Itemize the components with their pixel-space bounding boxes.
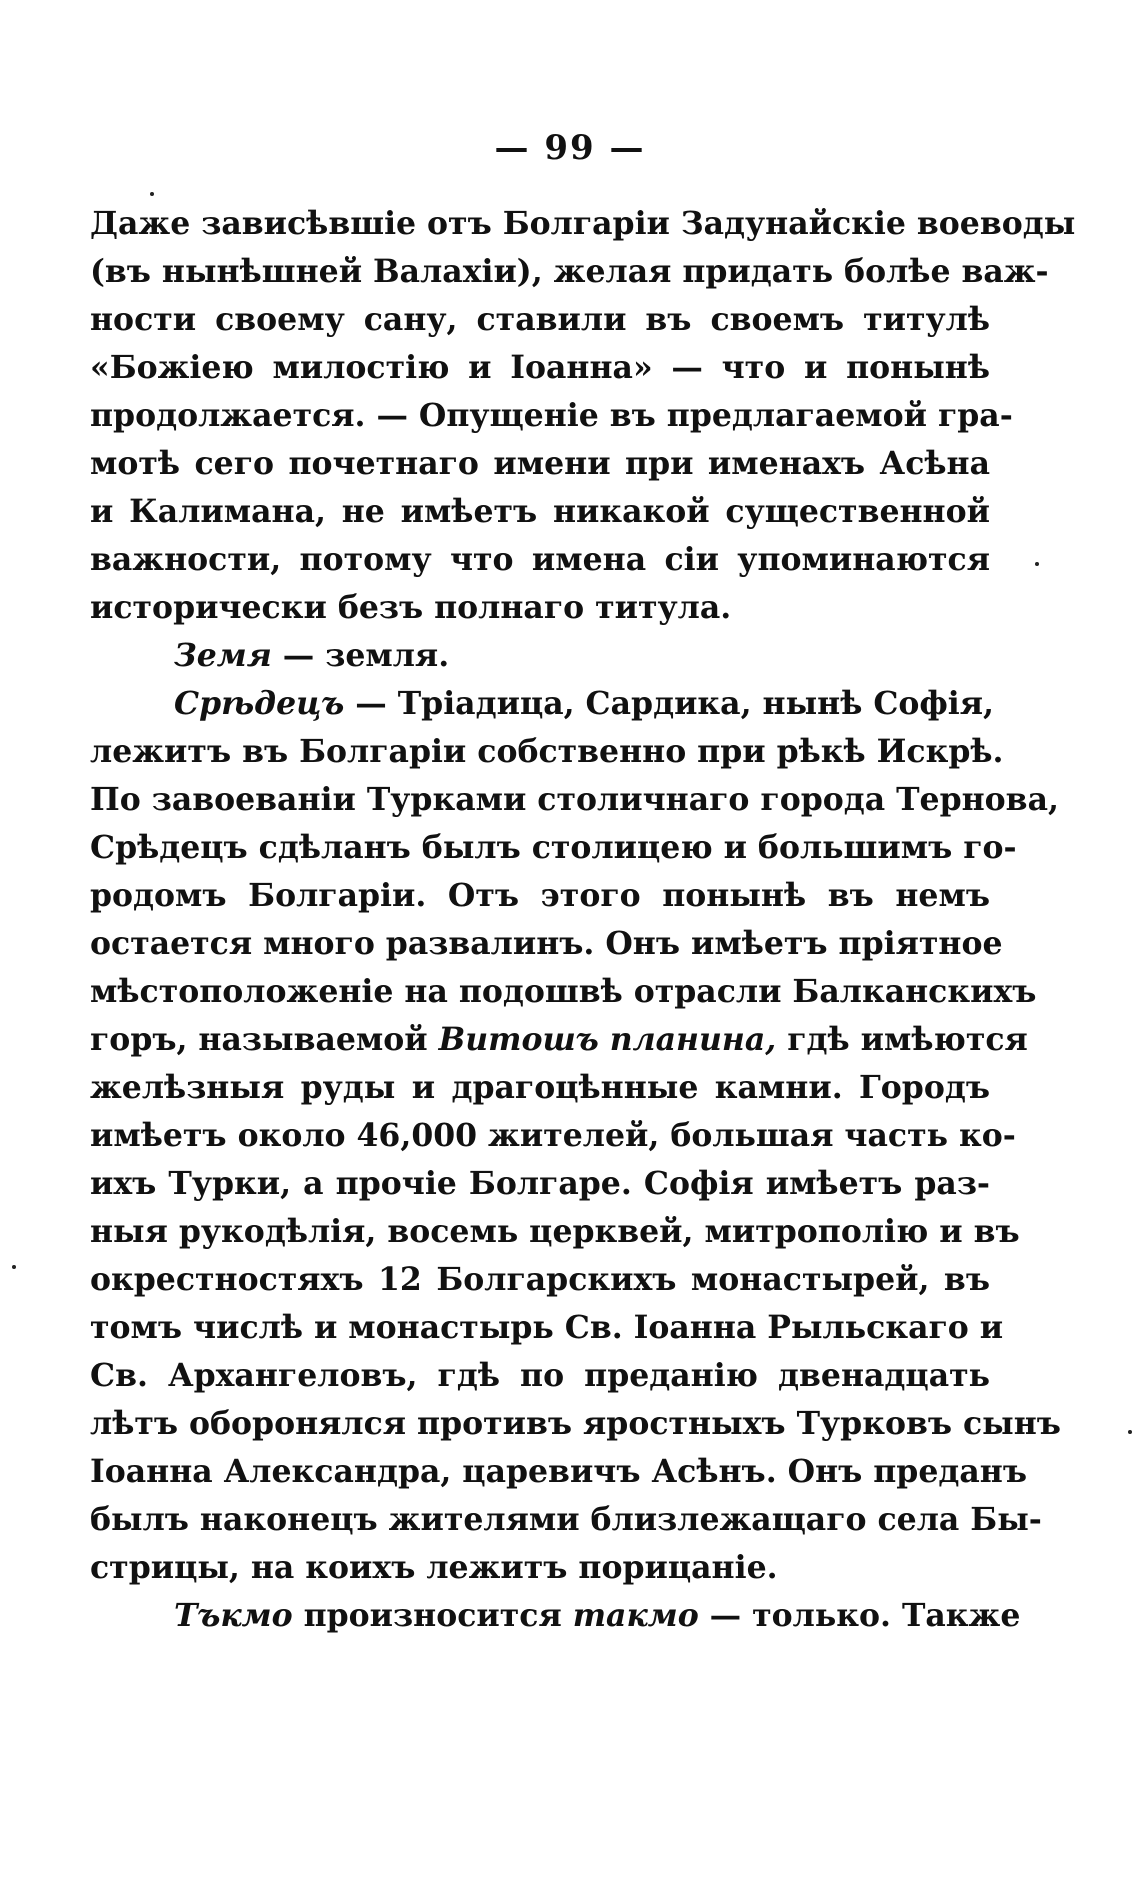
text-line [90, 728, 1004, 776]
text-run: (въ нынѣшней Валахіи), желая придать болѣе важ- [90, 253, 1049, 290]
paragraph-4 [90, 1592, 1021, 1640]
scan-speck [12, 1265, 16, 1269]
scan-speck [1128, 1430, 1132, 1434]
text-line [90, 776, 1059, 824]
text-run: остается много развалинъ. Онъ имѣетъ пріятное [90, 925, 1003, 962]
text-run: мѣстоположеніе на подошвѣ отрасли Балканскихъ [90, 973, 1037, 1010]
text-run: стрицы, на коихъ лежитъ порицаніе. [90, 1549, 778, 1586]
text-line [90, 1592, 1021, 1640]
text-run: Св. Архангеловъ, гдѣ по преданію двенадцать [90, 1357, 990, 1394]
text-line [90, 680, 995, 728]
text-run: Срѣдецъ сдѣланъ былъ столицею и большимъ го- [90, 829, 1017, 866]
text-line [90, 296, 990, 344]
text-run: томъ числѣ и монастырь Св. Іоанна Рыльскаго и [90, 1309, 1004, 1346]
text-run: лѣтъ оборонялся противъ яростныхъ Турковъ сынъ [90, 1405, 1061, 1442]
text-line [90, 1304, 1004, 1352]
text-run: — земля. [271, 637, 450, 674]
text-run: мотѣ сего почетнаго имени при именахъ Асѣна [90, 445, 990, 482]
text-run: «Божіею милостію и Іоанна» — что и понынѣ [90, 349, 990, 386]
text-line [90, 248, 1049, 296]
italic-term: Витошъ планина, [438, 1021, 777, 1058]
scan-speck [1035, 562, 1039, 566]
text-line [90, 1112, 1016, 1160]
text-line [90, 344, 990, 392]
italic-term: Земя [174, 637, 272, 674]
italic-term: Тъкмо [174, 1597, 293, 1634]
text-line [90, 1544, 990, 1592]
text-run: произносится [292, 1597, 573, 1634]
text-line [90, 488, 990, 536]
text-run: продолжается. — Опущеніе въ предлагаемой гра- [90, 397, 1013, 434]
text-line [90, 872, 990, 920]
text-run: Іоанна Александра, царевичъ Асѣнъ. Онъ преданъ [90, 1453, 1028, 1490]
text-line [90, 1352, 990, 1400]
text-run: имѣетъ около 46,000 жителей, большая часть ко- [90, 1117, 1016, 1154]
text-line [90, 920, 1003, 968]
text-run: лежитъ въ Болгаріи собственно при рѣкѣ Искрѣ. [90, 733, 1004, 770]
text-run: былъ наконецъ жителями близлежащаго села Бы- [90, 1501, 1042, 1538]
text-line [90, 1256, 990, 1304]
text-line [90, 1208, 1020, 1256]
text-line [90, 632, 990, 680]
text-run: и Калимана, не имѣетъ никакой существенной [90, 493, 990, 530]
text-run: желѣзныя руды и драгоцѣнные камни. Городъ [90, 1069, 990, 1106]
text-line [90, 1016, 1028, 1064]
text-run: важности, потому что имена сіи упоминаются [90, 541, 990, 578]
text-run: — Тріадица, Сардика, нынѣ Софія, [344, 685, 995, 722]
italic-term: Срѣдецъ [174, 685, 345, 722]
text-run: исторически безъ полнаго титула. [90, 589, 732, 626]
text-line [90, 200, 1076, 248]
text-line [90, 824, 1017, 872]
text-run: окрестностяхъ 12 Болгарскихъ монастырей, въ [90, 1261, 990, 1298]
text-run: родомъ Болгаріи. Отъ этого понынѣ въ немъ [90, 877, 990, 914]
text-run: ности своему сану, ставили въ своемъ титулѣ [90, 301, 990, 338]
text-line [90, 1064, 990, 1112]
text-run: горъ, называемой [90, 1021, 439, 1058]
text-line [90, 1400, 1061, 1448]
paragraph-2 [90, 632, 990, 680]
text-run: ихъ Турки, а прочіе Болгаре. Софія имѣетъ раз- [90, 1165, 990, 1202]
text-line [90, 440, 990, 488]
text-run: По завоеваніи Турками столичнаго города Тернова, [90, 781, 1059, 818]
paragraph-3 [90, 680, 1061, 1592]
text-run: Даже зависѣвшіе отъ Болгаріи Задунайскіе воеводы [90, 205, 1076, 242]
text-line [90, 1496, 1042, 1544]
text-line [90, 1160, 990, 1208]
text-line [90, 1448, 1028, 1496]
page-number: — 99 — [494, 128, 646, 168]
text-run: ныя рукодѣлія, восемь церквей, митрополію и въ [90, 1213, 1020, 1250]
paragraph-1 [90, 200, 1076, 632]
text-line [90, 392, 1013, 440]
italic-term: такмо [572, 1597, 699, 1634]
text-line [90, 968, 1037, 1016]
body-text [90, 200, 1076, 1640]
text-run: гдѣ имѣются [776, 1021, 1028, 1058]
scan-speck [150, 192, 154, 196]
text-run: — только. Также [698, 1597, 1021, 1634]
text-line [90, 536, 990, 584]
text-line [90, 584, 990, 632]
